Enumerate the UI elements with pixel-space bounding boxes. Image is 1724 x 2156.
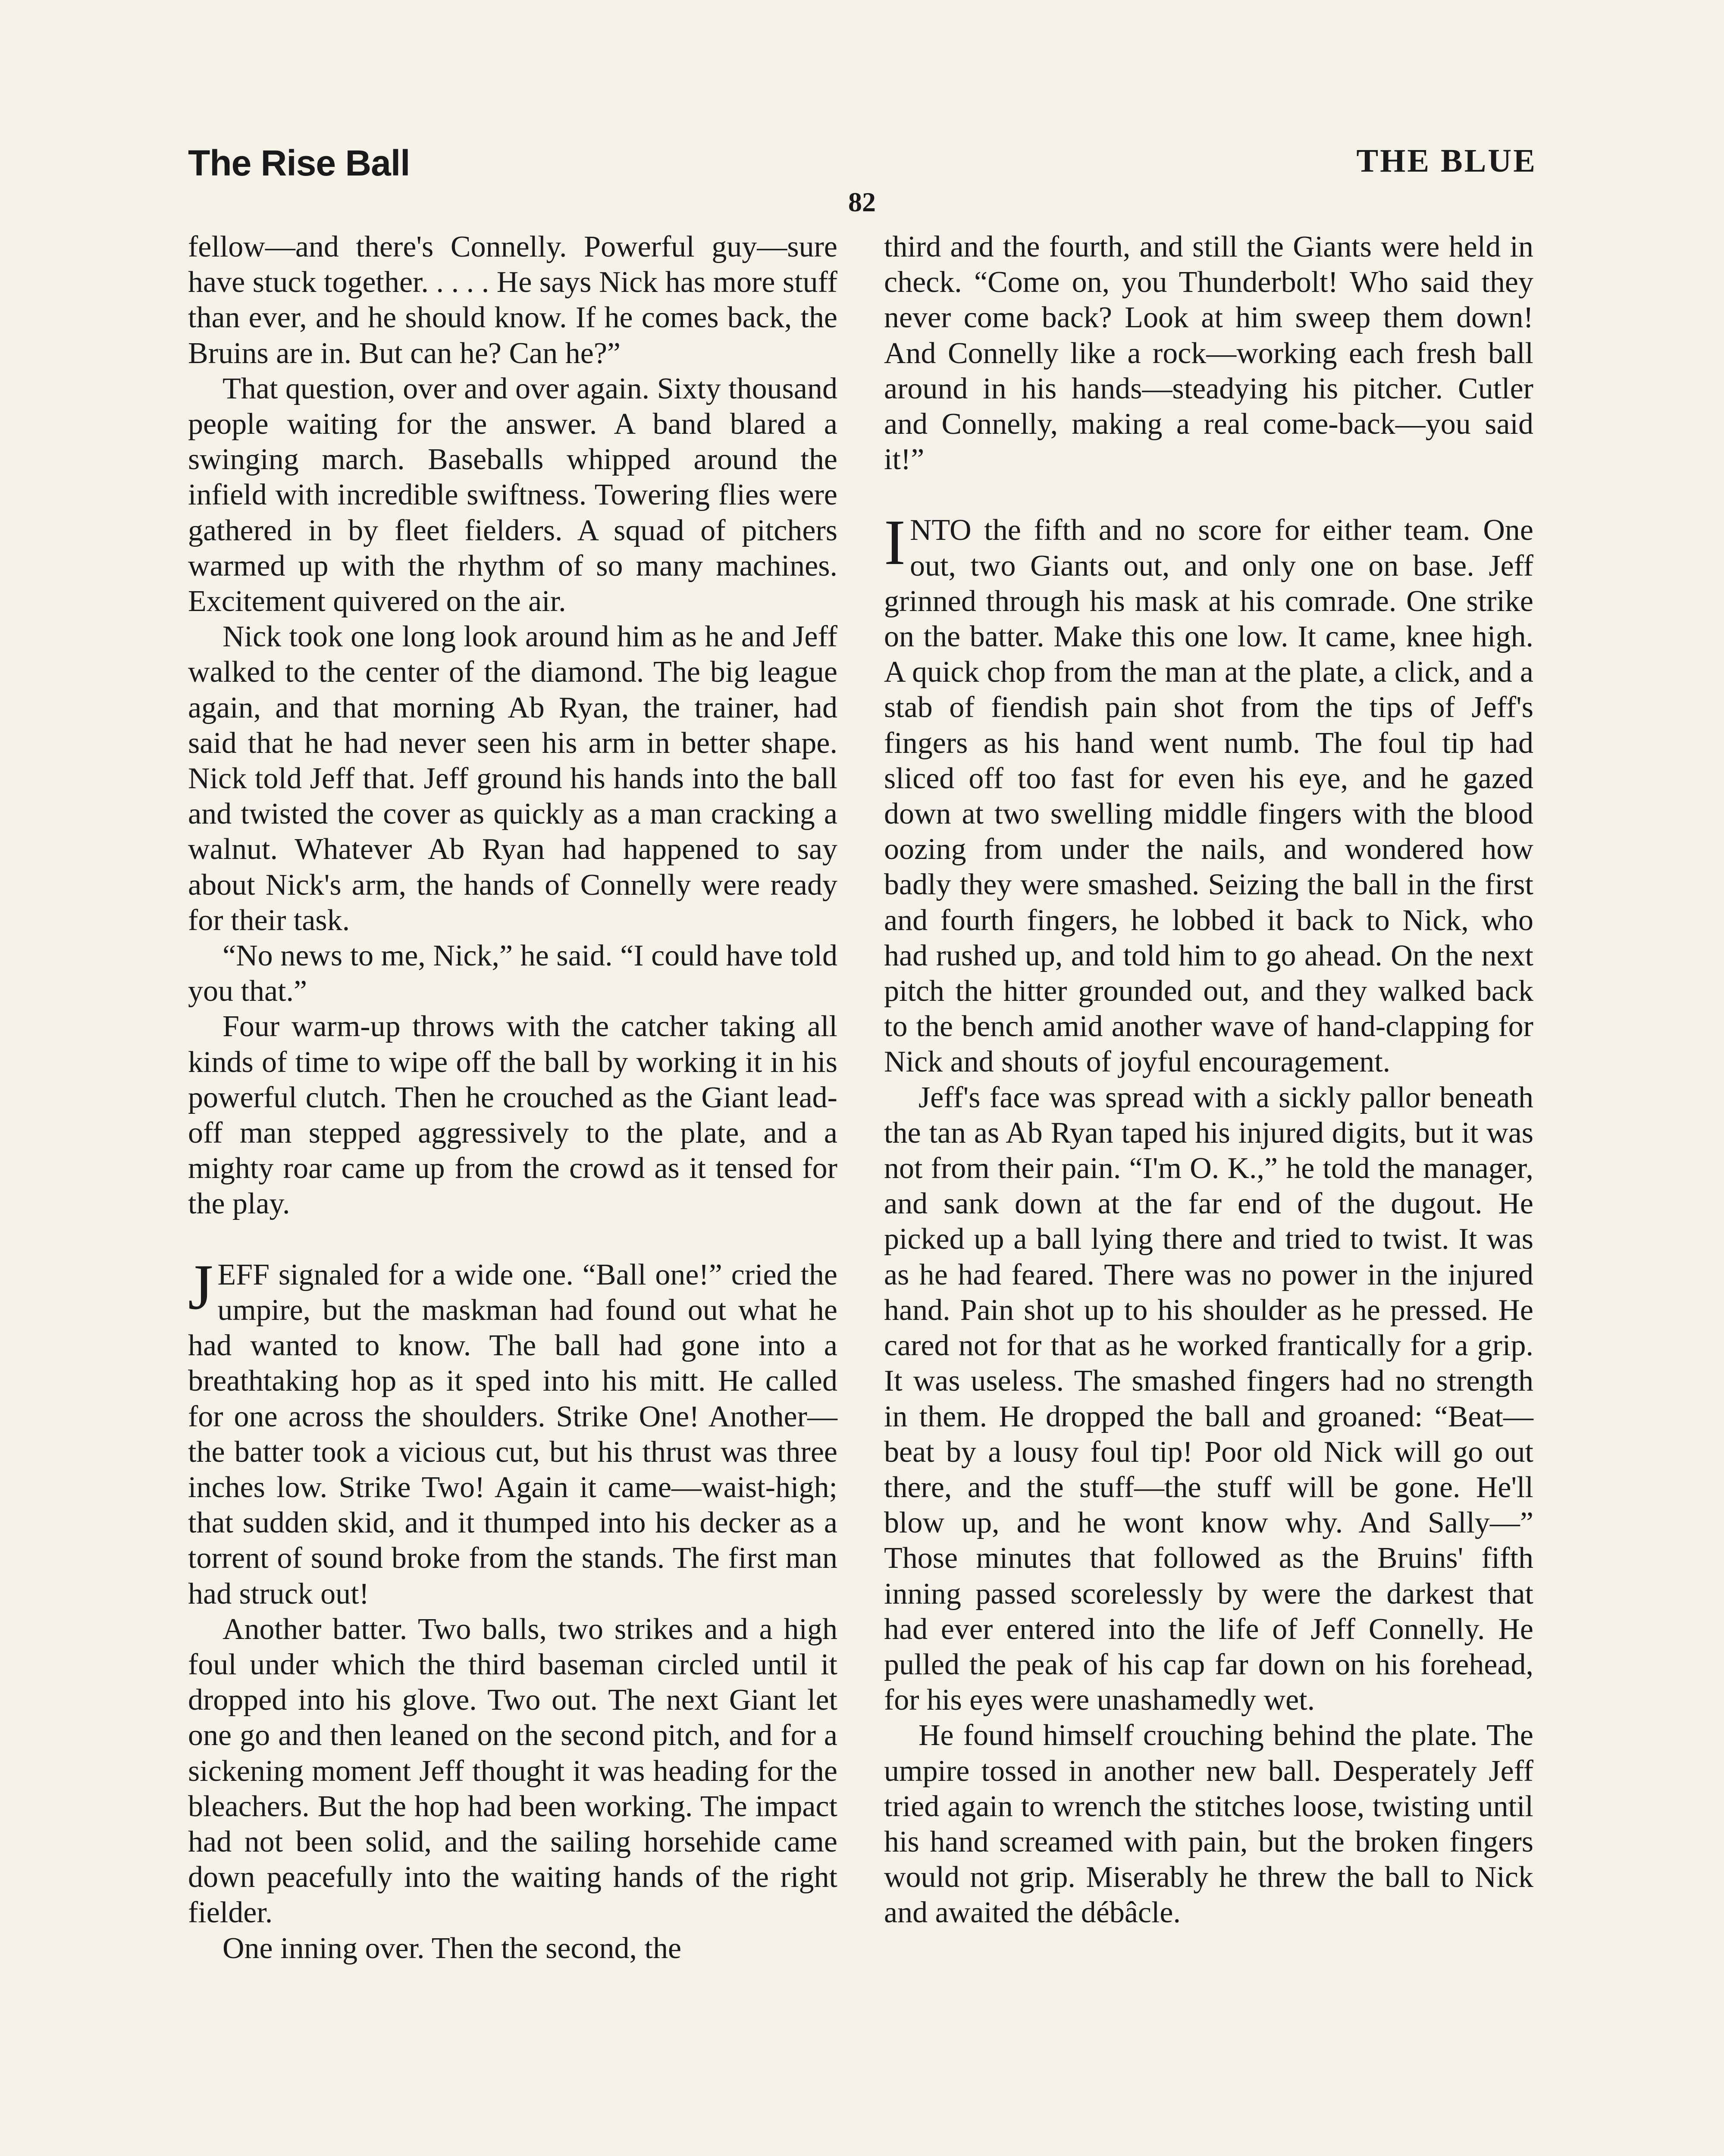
paragraph: One inning over. Then the second, the [223, 1931, 682, 1965]
paragraph: That question, over and over again. Sixty thousand people waiting for the answer. A band blared a swinging march. Baseballs whipped around the infield with incredible swiftness. Towering flies were gathered in by fleet fielders. A squad of pitchers warmed up with the rhythm of so many machines. Excitement quivered on the air. [188, 372, 837, 618]
paragraph: Jeff's face was spread with a sickly pallor beneath the tan as Ab Ryan taped his injured digits, but it was not from their pain. “I'm O. K.,” he told the manager, and sank down at the far end of the dugout. He picked up a ball lying there and tried to twist. It was as he had feared. There was no power in the injured hand. Pain shot up to his shoulder as he pressed. He cared not for that as he worked frantically for a grip. It was useless. The smashed fingers had no strength in them. He dropped the ball and groaned: “Beat—beat by a lousy foul tip! Poor old Nick will go out there, and the stuff—the stuff will be gone. He'll blow up, and he wont know why. And Sally—” Those minutes that followed as the Bruins' fifth inning passed scorelessly by were the darkest that had ever entered into the life of Jeff Connelly. He pulled the peak of his cap far down on his forehead, for his eyes were unashamedly wet. [884, 1081, 1533, 1717]
paragraph: He found himself crouching behind the plate. The umpire tossed in another new ball. Desperately Jeff tried again to wrench the stitches loose, twisting until his hand screamed with pain, but the broken fingers would not grip. Miserably he threw the ball to Nick and awaited the débâcle. [884, 1719, 1533, 1930]
paragraph: Four warm-up throws with the catcher taking all kinds of time to wipe off the ball by working it in his powerful clutch. Then he crouched as the Giant lead-off man stepped aggressively to the plate, and a mighty roar came up from the crowd as it tensed for the play. [188, 1010, 837, 1221]
paragraph-text: EFF signaled for a wide one. “Ball one!” cried the umpire, but the maskman had found out what he had wanted to know. The ball had gone into a breathtaking hop as it sped into his mitt. He called for one across the shoulders. Strike One! Another—the batter took a vicious cut, but his thrust was three inches low. Strike Two! Again it came—waist-high; that sudden skid, and it thumped into his decker as a torrent of sound broke from the stands. The first man had struck out! [188, 1258, 837, 1611]
section-paragraph [884, 507, 1533, 1080]
section-paragraph [188, 1251, 837, 1612]
paragraph: Nick took one long look around him as he and Jeff walked to the center of the diamond. The big league again, and that morning Ab Ryan, the trainer, had said that he had never seen his arm in better shape. Nick told Jeff that. Jeff ground his hands into the ball and twisted the cover as quickly as a man cracking a walnut. Whatever Ab Ryan had happened to say about Nick's arm, the hands of Connelly were ready for their task. [188, 620, 837, 937]
paragraph: fellow—and there's Connelly. Powerful guy—sure have stuck together. . . . . He says Nick has more stuff than ever, and he should know. If he comes back, the Bruins are in. But can he? Can he?” [188, 230, 837, 370]
story-title: The Rise Ball [188, 143, 410, 183]
paragraph-text: NTO the fifth and no score for either team. One out, two Giants out, and only one on base. Jeff grinned through his mask at his comrade. One strike on the batter. Make this one low. It came, knee high. A quick chop from the man at the plate, a click, and a stab of fiendish pain shot from the tips of Jeff's fingers as his hand went numb. The foul tip had sliced off too fast for even his eye, and he gazed down at two swelling middle fingers with the blood oozing from under the nails, and wondered how badly they were smashed. Seizing the ball in the first and fourth fingers, he lobbed it back to Nick, who had rushed up, and told him to go ahead. On the next pitch the hitter grounded out, and they walked back to the bench amid another wave of hand-clapping for Nick and shouts of joyful encouragement. [884, 514, 1533, 1079]
magazine-title: THE BLUE [1356, 143, 1537, 179]
drop-cap-initial: I [884, 507, 906, 579]
drop-cap-initial: J [188, 1251, 213, 1323]
paragraph: Another batter. Two balls, two strikes and a high foul under which the third baseman circled until it dropped into his glove. Two out. The next Giant let one go and then leaned on the second pitch, and for a sickening moment Jeff thought it was heading for the bleachers. But the hop had been working. The impact had not been solid, and the sailing horsehide came down peacefully into the waiting hands of the right fielder. [188, 1612, 837, 1930]
paragraph: third and the fourth, and still the Giants were held in check. “Come on, you Thunderbolt! Who said they never come back? Look at him sweep them down! And Connelly like a rock—working each fresh ball around in his hands—steadying his pitcher. Cutler and Connelly, making a real come-back—you said it!” [884, 230, 1533, 476]
left-column [188, 229, 837, 1966]
page-number: 82 [848, 187, 876, 217]
right-column [884, 229, 1533, 1931]
paragraph: “No news to me, Nick,” he said. “I could have told you that.” [188, 939, 837, 1008]
running-head [188, 142, 1537, 190]
